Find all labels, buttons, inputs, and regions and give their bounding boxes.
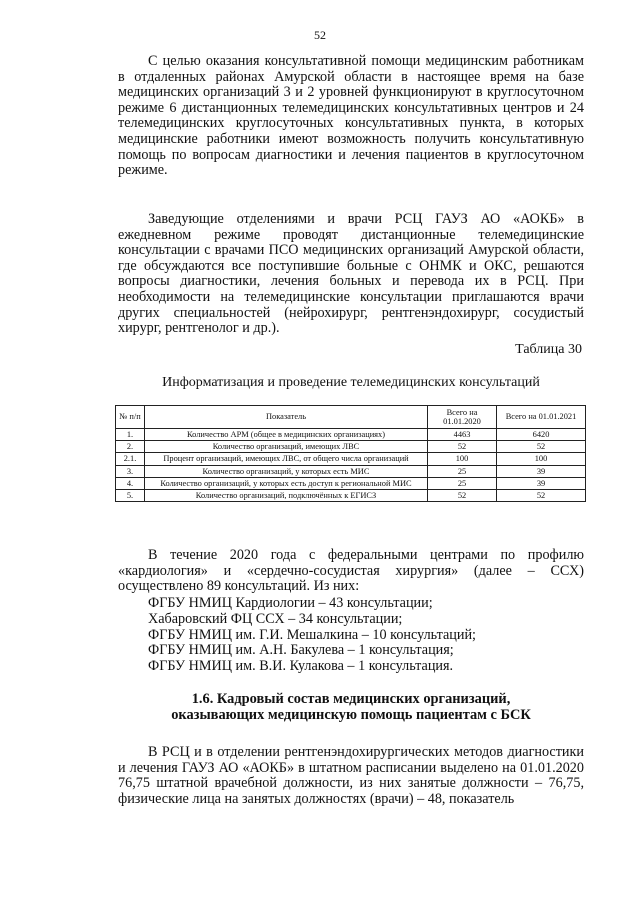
row-value-2021: 52 (497, 441, 586, 453)
row-value-2021: 52 (497, 490, 586, 502)
header-indicator: Показатель (145, 406, 428, 429)
row-value-2020: 25 (428, 477, 497, 489)
table-row (116, 453, 586, 465)
section-heading-line: 1.6. Кадровый состав медицинских организаций, (191, 691, 511, 707)
row-indicator: Количество организаций, подключённых к ЕГИСЗ (145, 490, 428, 502)
table-title: Информатизация и проведение телемедицинских консультаций (162, 375, 540, 390)
table-row (116, 429, 586, 441)
row-indicator: Количество организаций, имеющих ЛВС (145, 441, 428, 453)
paragraph-text: Заведующие отделениями и врачи РСЦ ГАУЗ АО «АОКБ» в ежедневном режиме проводят дистанционные телемедицинские консультации с врачами ПСО медицинских организаций Амурской области, где обсуждаются все поступившие больные с ОНМК и ОКС, решаются вопросы диагностики, лечения больных и перевода их в РСЦ. При необходимости на телемедицинские консультации приглашаются врачи других специальностей (нейрохирург, рентгенэндохирург, сосудистый хирург, рентгенолог и др.). (118, 211, 584, 337)
paragraph-text: В РСЦ и в отделении рентгенэндохирургических методов диагностики и лечения ГАУЗ АО «АОКБ» в штатном расписании выделено на 01.01.2020 76,75 штатной врачебной должности, из них занятые должности – 76,75, физические лица на занятых должностях (врачи) – 48, показатель (118, 744, 584, 807)
table-label: Таблица 30 (515, 342, 582, 357)
row-indicator: Количество АРМ (общее в медицинских организациях) (145, 429, 428, 441)
row-value-2021: 39 (497, 465, 586, 477)
list-item: Хабаровский ФЦ ССХ – 34 консультации; (148, 610, 403, 627)
header-no: № п/п (116, 406, 145, 429)
table-row (116, 465, 586, 477)
list-item: ФГБУ НМИЦ им. В.И. Кулакова – 1 консультация. (148, 658, 454, 675)
section-heading-line: оказывающих медицинскую помощь пациентам с БСК (171, 707, 531, 723)
paragraph-staffing (118, 745, 584, 807)
table-row (116, 441, 586, 453)
row-value-2021: 100 (497, 453, 586, 465)
paragraph-text: В течение 2020 года с федеральными центрами по профилю «кардиология» и «сердечно-сосудистая хирургия» (далее – ССХ) осуществлено 89 консультаций. Из них: (118, 547, 584, 595)
row-no: 1. (116, 429, 145, 441)
page-number: 52 (314, 28, 326, 42)
row-value-2020: 25 (428, 465, 497, 477)
informatization-table (115, 405, 586, 502)
consultation-list (148, 596, 476, 675)
row-value-2020: 4463 (428, 429, 497, 441)
row-no: 3. (116, 465, 145, 477)
row-no: 5. (116, 490, 145, 502)
row-indicator: Количество организаций, у которых есть доступ к региональной МИС (145, 477, 428, 489)
paragraph-federal-consultations (118, 548, 584, 595)
paragraph-rsc-consultations (118, 212, 584, 337)
list-item: ФГБУ НМИЦ им. Г.И. Мешалкина – 10 консультаций; (148, 626, 476, 643)
list-item: ФГБУ НМИЦ Кардиологии – 43 консультации; (148, 595, 433, 611)
row-value-2021: 39 (497, 477, 586, 489)
row-no: 2. (116, 441, 145, 453)
list-item: ФГБУ НМИЦ им. А.Н. Бакулева – 1 консультация; (148, 642, 454, 659)
row-indicator: Процент организаций, имеющих ЛВС, от общего числа организаций (145, 453, 428, 465)
header-2020: Всего на 01.01.2020 (428, 406, 497, 429)
table-row (116, 490, 586, 502)
row-value-2020: 52 (428, 490, 497, 502)
table-header-row (116, 406, 586, 429)
paragraph-text: С целью оказания консультативной помощи медицинским работникам в отдаленных районах Амурской области в настоящее время на базе медицинских организаций 3 и 2 уровней функционируют в круглосуточном режиме 6 дистанционных телемедицинских консультативных центров и 24 телемедицинских круглосуточных консультативных пункта, в которых медицинские работники имеют возможность получить консультативную помощь по вопросам диагностики и лечения пациентов в круглосуточном режиме. (118, 53, 584, 179)
row-value-2020: 100 (428, 453, 497, 465)
row-value-2020: 52 (428, 441, 497, 453)
row-no: 4. (116, 477, 145, 489)
paragraph-telemedicine-centers (118, 54, 584, 179)
table-row (116, 477, 586, 489)
header-2021: Всего на 01.01.2021 (497, 406, 586, 429)
row-value-2021: 6420 (497, 429, 586, 441)
section-heading (118, 691, 584, 723)
row-indicator: Количество организаций, у которых есть МИС (145, 465, 428, 477)
row-no: 2.1. (116, 453, 145, 465)
